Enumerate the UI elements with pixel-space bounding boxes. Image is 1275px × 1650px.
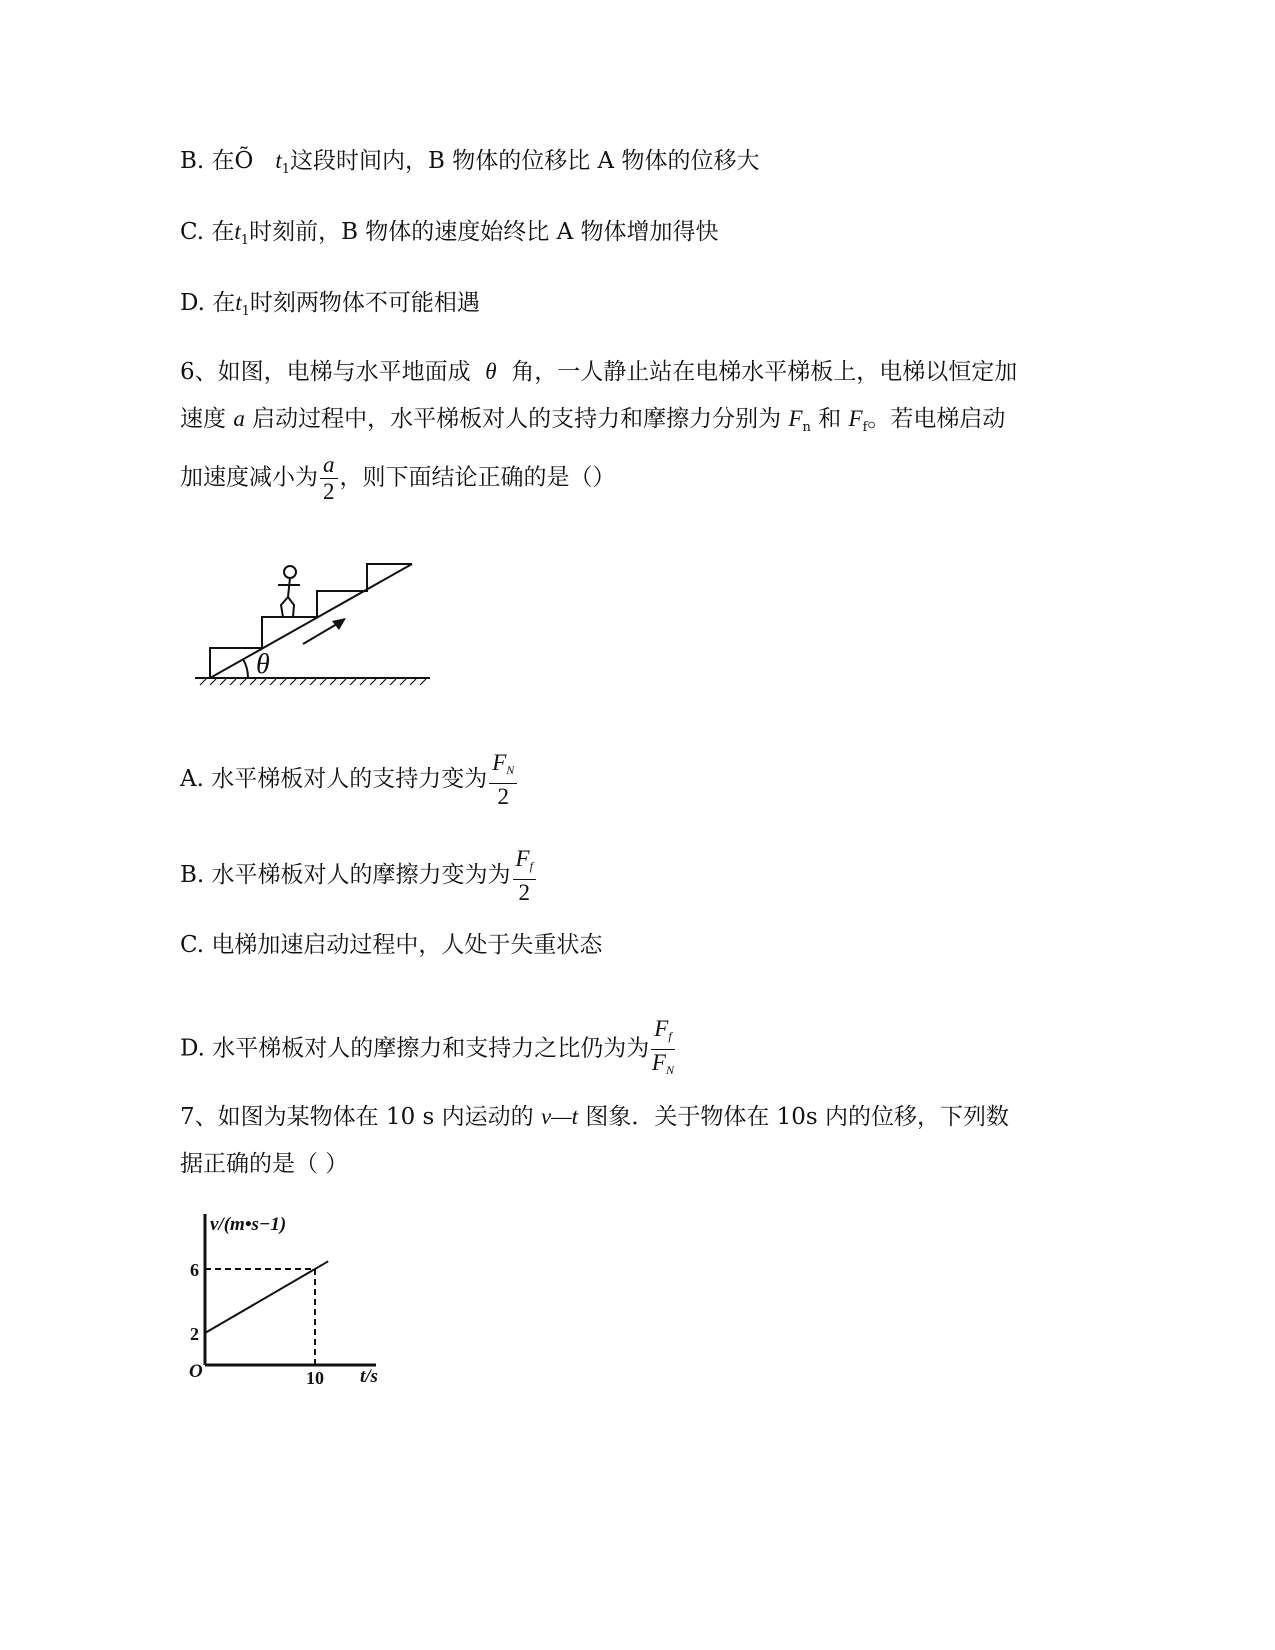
x-tick-label-10: 10	[306, 1368, 324, 1388]
q6-line2-c: 。若电梯启动	[867, 406, 1006, 432]
q6-option-d-num: F	[654, 1016, 669, 1041]
q6-line-2	[180, 404, 1005, 443]
person-figure	[278, 566, 300, 617]
y-tick-label-2: 2	[190, 1324, 199, 1344]
q6-line1-b: 角，一人静止站在电梯水平梯板上，电梯以恒定加	[511, 359, 1018, 385]
q7-vt: v—t	[540, 1104, 579, 1129]
q6-line2-b: 启动过程中，水平梯板对人的支持力和摩擦力分别为	[252, 406, 782, 432]
motion-arrowhead	[332, 618, 346, 630]
q5-option-b-post: 这段时间内，B 物体的位移比 A 物体的位移大	[290, 148, 760, 174]
q6-option-a-num: F	[492, 750, 507, 775]
q5-option-d-t: t	[235, 290, 242, 315]
q6-option-c-text: C. 电梯加速启动过程中，人处于失重状态	[180, 932, 603, 958]
q6-frac-num: a	[320, 452, 338, 479]
theta-label: θ	[256, 649, 270, 680]
q5-option-c-t: t	[234, 219, 241, 244]
q6-option-d-text: D. 水平梯板对人的摩擦力和支持力之比仍为为	[180, 1035, 650, 1062]
x-axis-label: t/s	[360, 1366, 378, 1387]
q7-line-2	[180, 1149, 348, 1179]
q6-option-d-fraction	[651, 1016, 674, 1083]
q6-option-a-fraction	[489, 750, 517, 810]
q5-option-b-glyph: Õ	[234, 148, 254, 174]
q6-ff: F	[848, 406, 863, 431]
q7-line-1	[180, 1102, 1009, 1132]
q6-theta: θ	[485, 359, 497, 384]
q5-option-c-pre: C. 在	[180, 219, 235, 245]
q5-option-b-sub: 1	[281, 162, 290, 177]
q6-option-b-den: 2	[518, 880, 530, 905]
q6-line2-a: 速度	[180, 406, 226, 432]
q5-option-b	[180, 146, 759, 185]
q6-option-d	[180, 1016, 677, 1083]
q6-option-c	[180, 930, 602, 960]
q5-option-d-pre: D. 在	[180, 290, 236, 316]
q6-option-b-fraction	[513, 846, 536, 906]
q7-line1-a: 7、如图为某物体在 10 s 内运动的	[180, 1104, 534, 1130]
q7-line1-b: 图象．关于物体在 10s 内的位移，下列数	[585, 1104, 1010, 1130]
q5-option-d	[180, 288, 480, 327]
q6-option-a-den: 2	[497, 784, 510, 809]
q6-frac-den: 2	[323, 479, 335, 504]
q6-option-a-text: A. 水平梯板对人的支持力变为	[180, 766, 488, 792]
q6-a: a	[233, 406, 245, 431]
q6-option-a	[180, 750, 519, 810]
series-line	[205, 1261, 328, 1333]
q6-option-b	[180, 846, 538, 906]
q6-fn: F	[788, 406, 803, 431]
q6-line-3	[180, 452, 616, 505]
q5-option-d-sub: 1	[241, 304, 250, 319]
q6-line3-a: 加速度减小为	[180, 464, 318, 491]
q5-option-c-sub: 1	[240, 233, 250, 248]
q6-option-d-den-sub: N	[665, 1063, 674, 1077]
incline-line	[210, 564, 412, 678]
q7-line2: 据正确的是（ ）	[180, 1151, 349, 1177]
q6-line3-b: ，则下面结论正确的是（）	[339, 464, 616, 491]
q6-option-b-num: F	[515, 846, 530, 871]
q6-fraction-a-over-2	[320, 452, 338, 505]
angle-arc	[243, 659, 248, 678]
vt-chart	[180, 1210, 400, 1390]
q5-option-d-post: 时刻两物体不可能相遇	[249, 290, 480, 316]
q6-fn-sub: n	[802, 420, 811, 435]
escalator-figure	[190, 555, 440, 695]
q6-ff-sub: f	[862, 420, 868, 435]
q6-option-a-num-sub: N	[506, 763, 515, 777]
y-axis-label: v/(m•s−1)	[210, 1214, 287, 1235]
q6-option-d-den: F	[651, 1050, 666, 1075]
q5-option-b-t: t	[275, 148, 282, 173]
q5-option-b-pre: B. 在	[180, 148, 235, 174]
origin-label: O	[189, 1361, 203, 1382]
q6-and: 和	[818, 406, 842, 432]
q6-option-d-num-sub: f	[668, 1029, 672, 1043]
q6-option-b-text: B. 水平梯板对人的摩擦力变为为	[180, 862, 511, 888]
q5-option-c	[180, 217, 719, 256]
q5-option-c-post: 时刻前，B 物体的速度始终比 A 物体增加得快	[249, 219, 719, 245]
y-tick-label-6: 6	[190, 1260, 199, 1280]
q6-option-b-num-sub: f	[529, 859, 533, 873]
q6-line1-a: 6、如图，电梯与水平地面成	[180, 359, 471, 385]
q6-line-1	[180, 357, 1017, 387]
ground-hatch	[200, 679, 426, 685]
